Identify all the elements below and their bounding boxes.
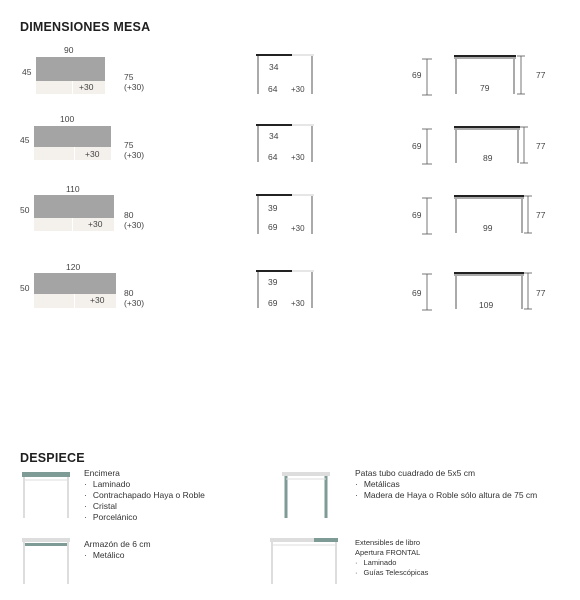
side-width-label: 64 [268,84,278,94]
side-top-label: 39 [268,277,278,287]
height-label: 80 (+30) [124,210,145,230]
side-ext-label: +30 [291,85,305,94]
top-depth-label: 45 [22,67,32,77]
armazon-block [84,539,151,561]
top-width-label: 90 [64,45,74,55]
top-width-label: 110 [66,184,80,194]
front-total-label: 77 [536,210,546,220]
side-view-diagram [252,268,322,312]
tabletop-plan [34,195,114,218]
encimera-item: · Porcelánico [84,512,205,523]
front-width-label: 99 [483,223,493,233]
encimera-item: · Laminado [84,479,205,490]
extension-label: +30 [85,149,100,159]
side-width-label: 69 [268,298,278,308]
patas-title: Patas tubo cuadrado de 5x5 cm [355,468,476,478]
armazon-item: · Metálico [84,550,151,561]
tabletop-plan [34,126,111,147]
front-height-label: 69 [412,210,422,220]
side-view-diagram [252,192,322,238]
extension-plan [36,81,105,94]
side-ext-label: +30 [291,299,305,308]
side-width-label: 64 [268,152,278,162]
extensibles-block [355,538,428,578]
side-ext-label: +30 [291,153,305,162]
extensibles-item: · Laminado [355,558,428,568]
front-width-label: 89 [483,153,493,163]
top-width-label: 120 [66,262,81,272]
front-width-label: 109 [479,300,494,310]
extension-label: +30 [90,295,105,305]
dimensions-heading: DIMENSIONES MESA [20,20,151,34]
patas-diagram [280,470,332,520]
patas-block [355,468,537,501]
encimera-title: Encimera [84,468,120,478]
parts-heading: DESPIECE [20,451,85,465]
extensibles-title: Extensibles de libro [355,538,421,547]
extension-divider [74,294,75,308]
front-height-label: 69 [412,288,422,298]
tabletop-plan [36,57,105,81]
height-label: 80 (+30) [124,288,145,308]
side-top-label: 39 [268,203,278,213]
armazon-title: Armazón de 6 cm [84,539,151,549]
top-depth-label: 50 [20,283,30,293]
side-view-diagram [252,122,322,166]
top-depth-label: 50 [20,205,30,215]
top-width-label: 100 [60,114,75,124]
encimera-diagram [20,470,72,520]
extension-plan [34,147,111,160]
extension-label: +30 [79,82,94,92]
encimera-item: · Cristal [84,501,205,512]
extension-divider [72,81,73,94]
top-depth-label: 45 [20,135,30,145]
height-label: 75 (+30) [124,72,145,92]
encimera-block [84,468,205,523]
encimera-item: · Contrachapado Haya o Roble [84,490,205,501]
side-top-label: 34 [269,131,279,141]
extension-divider [72,218,73,231]
extension-divider [74,147,75,160]
extensibles-subtitle: Apertura FRONTAL [355,548,421,557]
side-top-label: 34 [269,62,279,72]
patas-item: · Madera de Haya o Roble sólo altura de 75 cm [355,490,537,501]
extension-label: +30 [88,219,103,229]
height-label: 75 (+30) [124,140,145,160]
front-height-label: 69 [412,141,422,151]
armazon-diagram [20,536,72,586]
side-width-label: 69 [268,222,278,232]
front-total-label: 77 [536,288,546,298]
side-view-diagram [252,52,322,98]
patas-item: · Metálicas [355,479,537,490]
front-width-label: 79 [480,83,490,93]
side-ext-label: +30 [291,224,305,233]
front-total-label: 77 [536,70,546,80]
extensibles-diagram [268,536,342,586]
front-total-label: 77 [536,141,546,151]
extensibles-item: · Guías Telescópicas [355,568,428,578]
front-height-label: 69 [412,70,422,80]
tabletop-plan [34,273,116,294]
